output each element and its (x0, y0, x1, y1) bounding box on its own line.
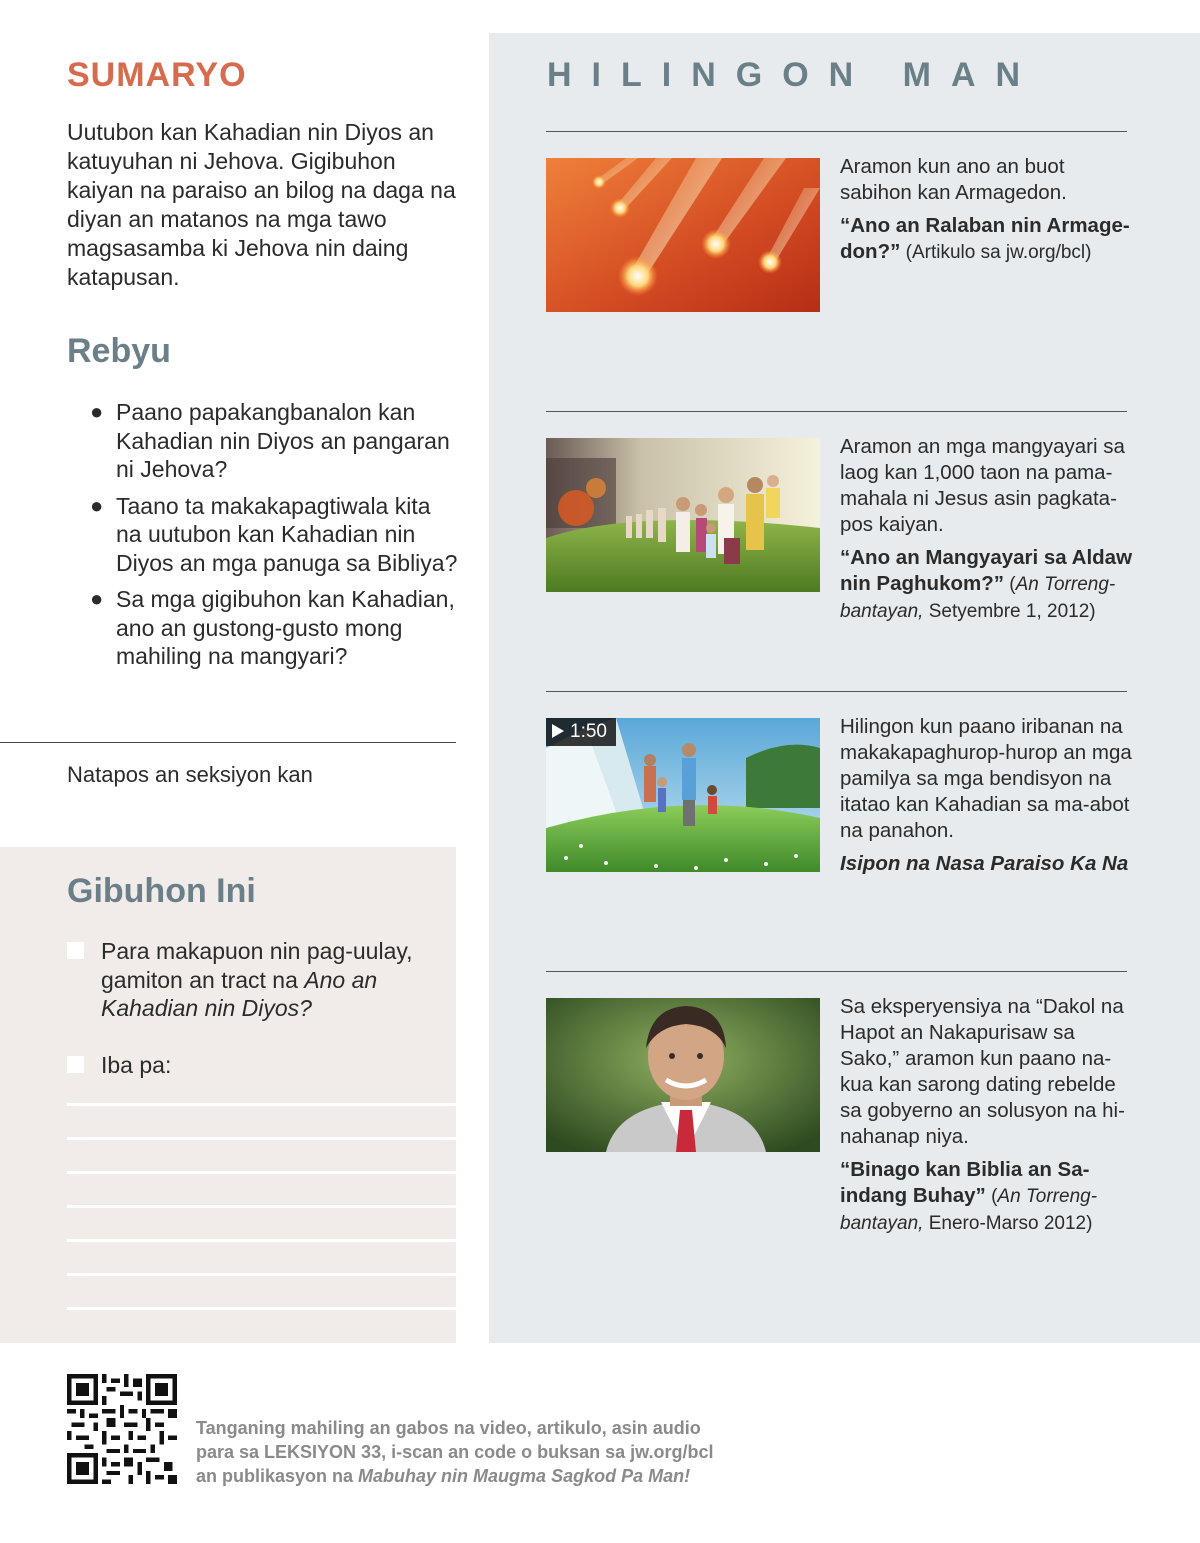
tract-title: Ano an Kahadian nin Diyos? (101, 966, 378, 1021)
review-title: Rebyu (67, 332, 171, 370)
video-link[interactable]: Isipon na Nasa Paraiso Ka Na (840, 852, 1129, 875)
entry-rule (546, 691, 1127, 692)
article-link[interactable]: “Ano an Mangyayari sa Aldaw nin Paghukom?” (840, 546, 1133, 595)
reference-note: (Artikulo sa jw.org/bcl) (900, 242, 1092, 263)
publication-name: An Torreng-bantayan, (840, 1186, 1098, 1234)
write-line[interactable] (67, 1103, 456, 1106)
meteor-image (546, 158, 820, 312)
review-item-text: Taano ta makakapagtiwala kita na uutubon kan Kahadian nin Diyos an mga panuga sa Bibliya? (116, 492, 458, 576)
section-complete-text: Natapos an seksiyon kan (67, 762, 313, 787)
publication-date: Setyembre 1, 2012) (923, 601, 1096, 622)
write-line[interactable] (67, 1273, 456, 1276)
todo-item-other (67, 1051, 447, 1080)
footer-line: para sa LEKSIYON 33, i-scan an code o buksan sa jw.org/bcl (196, 1442, 714, 1462)
entry-reference (840, 851, 1132, 877)
publication-date: Enero-Marso 2012) (923, 1213, 1093, 1234)
footer-line (196, 1464, 714, 1488)
write-line[interactable] (67, 1171, 456, 1174)
man-portrait-image (546, 998, 820, 1152)
video-duration: 1:50 (570, 721, 607, 742)
review-item (90, 492, 460, 578)
review-item (90, 585, 460, 671)
write-line[interactable] (67, 1239, 456, 1242)
section-divider (0, 742, 456, 743)
entry-reference (840, 213, 1132, 266)
entry-description: Sa eksperyensiya na “Dakol na Hapot an Nakapurisaw sa Sako,” aramon kun paano na-kua kan sarong dating rebelde sa gobyerno an solusyon na hi-nahanap niya. (840, 995, 1125, 1148)
todo-item-tract (67, 937, 447, 1023)
entry-description: Hilingon kun paano iribanan na makakapaghurop-hurop an mga pamilya sa mga bendisyon na itatao kan Kahadian sa ma-abot na panahon. (840, 715, 1132, 842)
todo-item-text: Para makapuon nin pag-uulay, gamiton an tract na (101, 938, 413, 993)
reference-paren: ( (985, 1186, 998, 1207)
video-duration-badge (546, 718, 616, 746)
reference-paren: ( (1004, 574, 1016, 595)
entry-rule (546, 971, 1127, 972)
summary-text: Uutubon kan Kahadian nin Diyos an katuyuhan ni Jehova. Gigibuhon kaiyan na paraiso an bilog na daga na diyan an matanos na mga tawo magsasamba ki Jehova nin daing katapusan. (67, 119, 456, 290)
article-link[interactable]: “Ano an Ralaban nin Armage-don?” (840, 214, 1130, 263)
footer-line: Tanganing mahiling an gabos na video, artikulo, asin audio (196, 1418, 701, 1438)
todo-checkbox[interactable] (67, 1056, 84, 1073)
more-title: HILINGON MAN (547, 56, 1041, 94)
footer-prefix: an publikasyon na (196, 1466, 359, 1486)
play-icon (552, 724, 564, 738)
footer-text (196, 1416, 714, 1488)
portrait-thumbnail[interactable] (546, 998, 820, 1152)
bullet-icon: ● (90, 399, 104, 424)
entry-experience (840, 994, 1132, 1237)
todo-item-text: Iba pa: (101, 1052, 172, 1078)
entry-paradise-video (840, 714, 1132, 877)
paradise-crowd-thumbnail[interactable] (546, 438, 820, 592)
qr-code[interactable] (67, 1374, 177, 1484)
write-line[interactable] (67, 1205, 456, 1208)
entry-reference (840, 545, 1132, 625)
article-link[interactable]: “Binago kan Biblia an Sa-indang Buhay” (840, 1158, 1090, 1207)
entry-description: Aramon kun ano an buot sabihon kan Armagedon. (840, 155, 1067, 204)
todo-title: Gibuhon Ini (67, 872, 256, 910)
paradise-crowd-image (546, 438, 820, 592)
todo-box (0, 847, 456, 1343)
video-thumbnail[interactable] (546, 718, 820, 872)
summary-title: SUMARYO (67, 56, 247, 94)
entry-armageddon (840, 154, 1132, 266)
review-item-text: Paano papakangbanalon kan Kahadian nin Diyos an pangaran ni Jehova? (116, 399, 450, 482)
write-line[interactable] (67, 1137, 456, 1140)
entry-description: Aramon an mga mangyayari sa laog kan 1,000 taon na pama-mahala ni Jesus asin pagkata-pos kaiyan. (840, 435, 1125, 536)
qr-code-icon (67, 1374, 177, 1484)
write-line[interactable] (67, 1307, 456, 1310)
review-item (90, 398, 460, 484)
publication-title: Mabuhay nin Maugma Sagkod Pa Man! (358, 1466, 691, 1486)
review-item-text: Sa mga gigibuhon kan Kahadian, ano an gustong-gusto mong mahiling na mangyari? (116, 586, 455, 669)
meteor-thumbnail[interactable] (546, 158, 820, 312)
entry-rule (546, 131, 1127, 132)
todo-checkbox[interactable] (67, 942, 84, 959)
entry-judgment-day (840, 434, 1132, 625)
publication-name: An Torreng-bantayan, (840, 574, 1116, 622)
bullet-icon: ● (90, 586, 104, 611)
bullet-icon: ● (90, 492, 104, 518)
entry-rule (546, 411, 1127, 412)
review-list (90, 398, 460, 679)
entry-reference (840, 1157, 1132, 1237)
